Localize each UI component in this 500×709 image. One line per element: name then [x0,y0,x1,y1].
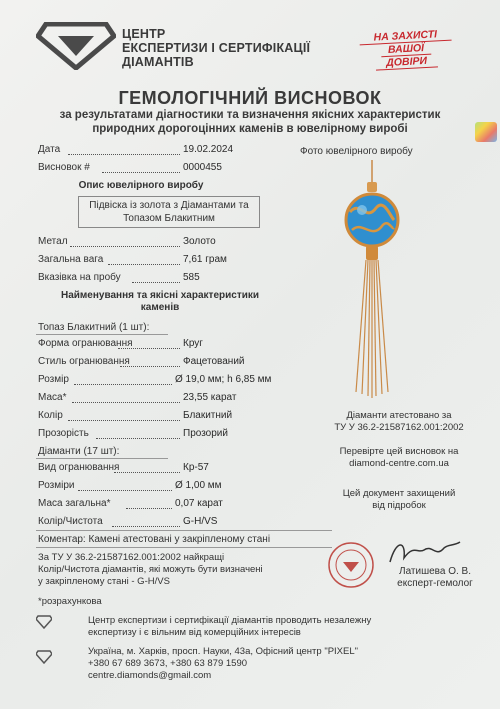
date-label: Дата [38,144,61,155]
slogan-stamp: НА ЗАХИСТІ ВАШОЇ ДОВІРИ [359,28,453,72]
diamond-row-label: Розміри [38,480,75,491]
protection-note: Цей документ захищений від підробок [342,488,456,511]
topaz-row-value: 23,55 карат [183,392,237,403]
item-description-heading: Опис ювелірного виробу [78,180,204,191]
signature-icon [384,536,464,568]
signer-block [380,566,490,590]
stones-heading: Найменування та якісні характеристики каменів [60,290,260,313]
document-title: ГЕМОЛОГІЧНИЙ ВИСНОВОК [118,88,382,108]
date-value: 19.02.2024 [183,144,234,155]
document-subtitle: за результатами діагностики та визначення якісних характеристик природних дорогоцінних каменів в ювелірному виробі [59,109,441,135]
metal-label: Метал [38,236,68,247]
diamond-row-value: Ø 1,00 мм [175,480,222,491]
topaz-row-label: Розмір [38,374,69,385]
organization-name: ЦЕНТР ЕКСПЕРТИЗИ І СЕРТИФІКАЦІЇ ДІАМАНТІВ [122,27,311,69]
certification-note: Діаманти атестовано за ТУ У 36.2-21587162.001:2002 [334,410,464,433]
diamond-logo-icon [36,22,116,70]
hologram-icon [475,122,497,142]
footer-diamond-icon [36,615,52,629]
weight-value: 7,61 грам [183,254,227,265]
signer-name: Латишева О. В. [399,566,471,577]
calculated-note: *розрахункова [38,596,102,607]
photo-label: Фото ювелірного виробу [300,146,413,157]
topaz-row-value: Фацетований [183,356,245,367]
verify-link[interactable]: diamond-centre.com.ua [349,458,449,469]
diamond-row-label: Вид огранювання [38,462,120,473]
metal-value: Золото [183,236,216,247]
footer-email[interactable]: centre.diamonds@gmail.com [88,670,212,681]
weight-label: Загальна вага [38,254,104,265]
signer-role: експерт-гемолог [397,578,473,589]
comment-text: Коментар: Камені атестовані у закріпленому стані [38,534,271,545]
location-icon [36,650,52,664]
topaz-row-label: Стиль огранювання [38,356,130,367]
item-description-box: Підвіска із золота з Діамантами та Топазом Блакитним [78,196,260,228]
topaz-row-value: Ø 19,0 мм; h 6,85 мм [175,374,272,385]
footer-contacts: Україна, м. Харків, просп. Науки, 43а, Офісний центр "PIXEL" +380 67 689 3673, +380 63 879 1590 centre.diamonds@gmail.com [88,646,359,681]
number-value: 0000455 [183,162,222,173]
topaz-row-label: Колір [38,410,63,421]
diamond-row-value: G-H/VS [183,516,218,527]
topaz-row-label: Форма огранювання [38,338,133,349]
topaz-row-label: Прозорість [38,428,89,439]
tu-note: За ТУ У 36.2-21587162.001:2002 найкращі Колір/Чистота діамантів, які можуть бути визначені у закріпленому стані - G-H/VS [38,552,263,587]
diamond-row-label: Колір/Чистота [38,516,103,527]
gia-seal-icon [326,540,376,590]
pendant-photo [332,160,412,400]
probe-label: Вказівка на пробу [38,272,121,283]
verify-note: Перевірте цей висновок на diamond-centre.com.ua [306,446,492,470]
diamond-row-label: Маса загальна* [38,498,111,509]
footer-statement: Центр експертизи і сертифікації діамантів проводить незалежну експертизу і є вільним від комерційних інтересів [88,615,372,638]
diamond-row-value: Кр-57 [183,462,209,473]
topaz-row-value: Блакитний [183,410,233,421]
probe-value: 585 [183,272,200,283]
topaz-row-value: Круг [183,338,203,349]
topaz-row-label: Маса* [38,392,67,403]
topaz-heading: Топаз Блакитний (1 шт): [38,322,150,333]
number-label: Висновок # [38,162,90,173]
topaz-row-value: Прозорий [183,428,228,439]
diamonds-heading: Діаманти (17 шт): [38,446,120,457]
diamond-row-value: 0,07 карат [175,498,223,509]
